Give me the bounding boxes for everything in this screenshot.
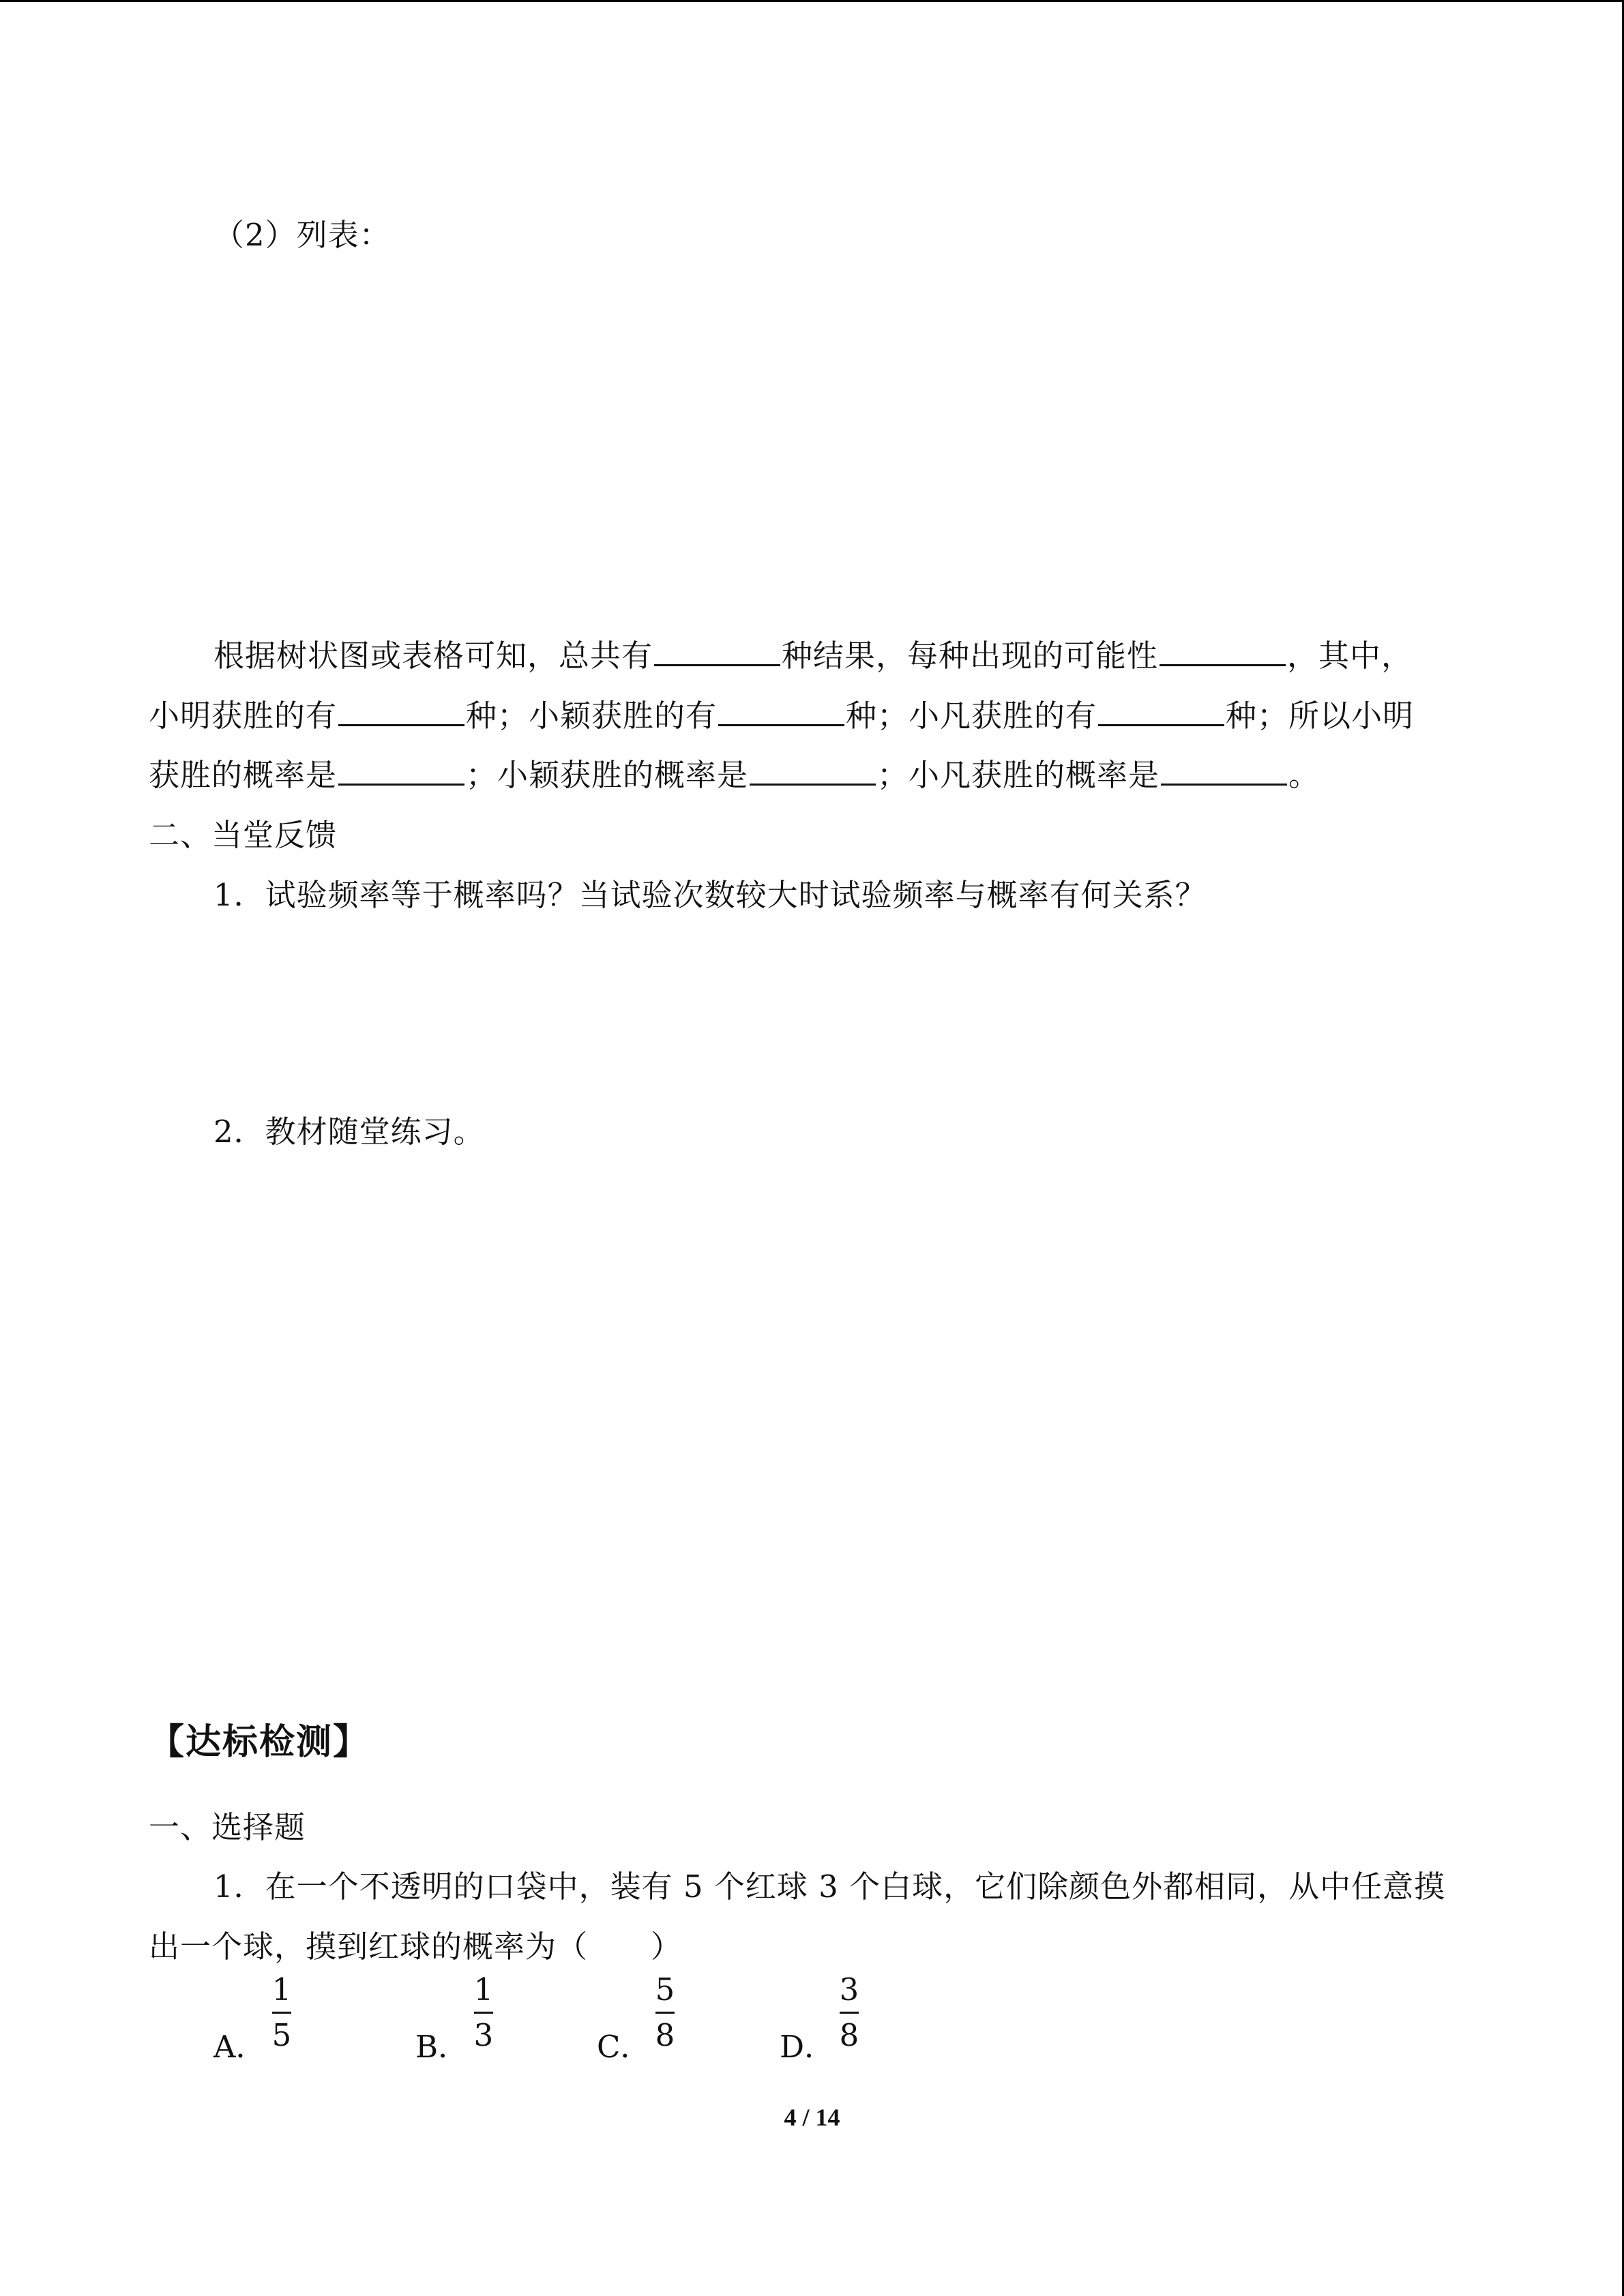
fraction-bar <box>272 2012 291 2014</box>
summary-text: ；小凡获胜的概率是 <box>877 757 1160 793</box>
feedback-question-1: 1．试验频率等于概率吗？当试验次数较大时试验频率与概率有何关系？ <box>213 877 1207 913</box>
page-top-border <box>0 0 1624 2</box>
blank-xiaoming-wins[interactable] <box>338 697 464 726</box>
fraction <box>836 1971 863 2055</box>
assessment-title: 【达标检测】 <box>149 1722 370 1763</box>
question-1-line-1: 1．在一个不透明的口袋中，装有 5 个红球 3 个白球，它们除颜色外都相同，从中任意摸 <box>213 1868 1446 1905</box>
summary-text: 小明获胜的有 <box>149 698 338 734</box>
blank-xiaoying-probability[interactable] <box>750 756 876 786</box>
summary-text: 获胜的概率是 <box>149 757 338 793</box>
blank-xiaoying-wins[interactable] <box>718 697 844 726</box>
summary-text: 。 <box>1288 757 1320 793</box>
denominator: 8 <box>655 2017 675 2053</box>
answer-options <box>213 1971 1032 2080</box>
option-label: B． <box>415 2029 469 2065</box>
blank-equal-likelihood[interactable] <box>1160 637 1286 666</box>
page-number: 4 / 14 <box>784 2104 840 2131</box>
summary-line-2 <box>149 696 1414 736</box>
numerator: 5 <box>655 1971 675 2008</box>
summary-text: ，其中， <box>1287 638 1413 674</box>
denominator: 8 <box>839 2017 859 2053</box>
numerator: 1 <box>271 1971 292 2008</box>
option-label: A． <box>213 2029 267 2065</box>
option-label: C． <box>597 2029 651 2065</box>
summary-line-3 <box>149 755 1320 796</box>
section-multiple-choice: 一、选择题 <box>149 1809 306 1845</box>
fraction <box>651 1971 679 2055</box>
fraction <box>470 1971 497 2055</box>
denominator: 5 <box>271 2017 292 2053</box>
fraction-bar <box>840 2012 859 2014</box>
summary-text: ；小颖获胜的概率是 <box>466 757 749 793</box>
fraction-bar <box>655 2012 675 2014</box>
summary-text: 种结果，每种出现的可能性 <box>782 638 1159 674</box>
numerator: 1 <box>473 1971 494 2008</box>
fraction <box>268 1971 295 2055</box>
summary-text: 种；小凡获胜的有 <box>846 698 1097 734</box>
denominator: 3 <box>473 2017 494 2053</box>
summary-text: 根据树状图或表格可知，总共有 <box>213 638 653 674</box>
fraction-bar <box>474 2012 493 2014</box>
blank-xiaoming-probability[interactable] <box>338 756 464 786</box>
blank-xiaofan-wins[interactable] <box>1098 697 1224 726</box>
feedback-title: 二、当堂反馈 <box>149 817 338 853</box>
question-1-line-2: 出一个球，摸到红球的概率为（ ） <box>149 1928 683 1965</box>
list-heading: （2）列表： <box>213 217 391 253</box>
summary-text: 种；所以小明 <box>1226 698 1415 734</box>
blank-xiaofan-probability[interactable] <box>1161 756 1287 786</box>
blank-total-outcomes[interactable] <box>654 637 780 666</box>
numerator: 3 <box>839 1971 859 2008</box>
summary-line-1 <box>213 636 1413 676</box>
summary-text: 种；小颖获胜的有 <box>466 698 718 734</box>
feedback-question-2: 2．教材随堂练习。 <box>213 1114 485 1150</box>
option-label: D． <box>780 2029 836 2065</box>
